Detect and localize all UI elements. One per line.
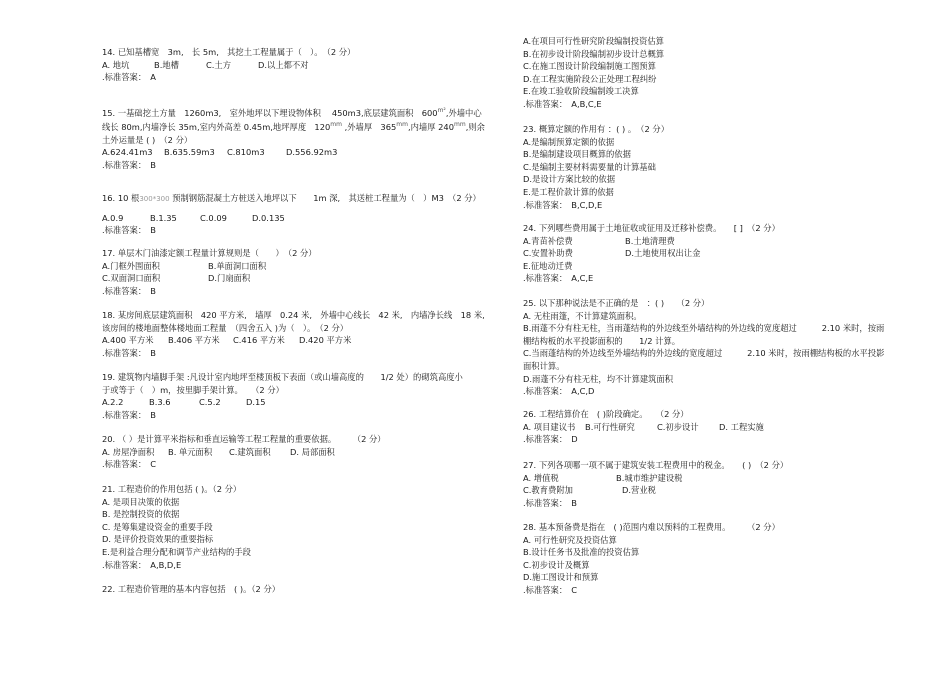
option-c: C.是编制主要材料需要量的计算基础 (523, 161, 656, 172)
answer-line: .标准答案： B (102, 225, 156, 236)
question-stem: 26. 工程结算价在 ( )阶段确定。 （2 分） (523, 409, 689, 419)
stem-text: 线长 80m,内墙净长 35m,室内外高差 0.45m,地坪厚度 120 (102, 122, 331, 133)
option-a: A. 可行性研究及投资估算 (523, 534, 617, 545)
option-e: E.是利益合理分配和调节产业结构的手段 (102, 546, 251, 557)
question-stem: 28. 基本预备费是指在 ( )范围内难以预料的工程费用。 （2 分） (523, 522, 780, 532)
option-c: C.土方 (206, 59, 232, 70)
question-21 (102, 483, 497, 571)
answer-line: .标准答案： B,C,D,E (523, 199, 603, 210)
option-c: C.双面洞口面积 (102, 273, 161, 284)
question-stem-line-2 (102, 119, 497, 133)
option-d: D.土地使用权出让金 (625, 248, 701, 259)
option-c: C.初步设计及概算 (523, 559, 590, 570)
question-20 (102, 433, 497, 471)
question-stem: 21. 工程造价的作用包括 ( )。（2 分） (102, 484, 242, 494)
question-stem-line-2: 该房间的楼地面整体楼地面工程量 （四舍五入 )为（ ）。 （2 分） (102, 322, 349, 333)
stem-text: ,外墙厚 365 (341, 122, 397, 133)
option-b: B. 单元面积 (168, 446, 213, 457)
question-18 (102, 309, 497, 359)
option-a: A.2.2 (102, 397, 124, 408)
unit-superscript: mm (396, 121, 408, 129)
option-c: C.建筑面积 (229, 446, 271, 457)
question-22-continued (523, 35, 921, 111)
answer-line: .标准答案： A,C,D (523, 386, 595, 397)
question-stem: 22. 工程造价管理的基本内容包括 ( )。（2 分） (102, 584, 281, 594)
question-stem: 24. 下列哪些费用属于土地征收或征用及迁移补偿费。 [ ] （2 分） (523, 223, 780, 233)
question-22 (102, 583, 497, 596)
unit-superscript: m² (437, 107, 446, 114)
option-a: A.400 平方米 (102, 335, 154, 346)
option-d: D.在工程实施阶段公正处理工程纠纷 (523, 73, 657, 84)
answer-line: .标准答案： B (102, 409, 156, 420)
options-row-2 (523, 484, 921, 497)
answer-line: .标准答案： A (102, 72, 156, 83)
option-d: D.营业税 (622, 485, 656, 496)
options-row (102, 334, 497, 347)
option-d: D.556.92m3 (286, 147, 338, 158)
answer-line: .标准答案： A,C,E (523, 273, 594, 284)
option-e: E.在竣工验收阶段编制竣工决算 (523, 86, 639, 97)
question-27 (523, 459, 921, 509)
question-stem: 14. 已知基槽宽 3m, 长 5m, 其挖土工程量属于（ ）。 （2 分） (102, 47, 356, 57)
question-stem-line-1: 18. 某房间底层建筑面积 420 平方米, 墙厚 0.24 米, 外墙中心线长 42 米, 内墙净长线 18 米, (102, 310, 485, 320)
option-a: A. 增值税 (523, 472, 559, 483)
question-stem: 23. 概算定额的作用有 ：( ) 。 （2 分） (523, 124, 669, 134)
option-b: B.城市维护建设税 (616, 472, 683, 483)
stem-text: 预制钢筋混凝土方桩送入地坪以下 1m 深, 其送桩工程量为（ ）M3 （2 分） (169, 193, 481, 203)
answer-line: .标准答案： C (523, 584, 578, 595)
option-d: D.420 平方米 (299, 335, 352, 346)
option-c: C. 是筹集建设资金的重要手段 (102, 521, 213, 532)
question-23 (523, 123, 921, 211)
option-d: D.施工图设计和预算 (523, 572, 599, 583)
options-row (102, 212, 497, 225)
option-a: A.是编制预算定额的依据 (523, 136, 615, 147)
option-a: A.在项目可行性研究阶段编制投资估算 (523, 36, 664, 46)
options-row-2 (523, 247, 921, 260)
answer-line: .标准答案： A,B,D,E (102, 559, 182, 570)
option-a: A.门框外围面积 (102, 260, 160, 271)
question-24 (523, 222, 921, 285)
option-a: A. 无柱雨篷，不计算建筑面积。 (523, 310, 642, 321)
question-17 (102, 247, 497, 297)
option-b: B.可行性研究 (585, 421, 635, 432)
options-row-1 (102, 260, 497, 273)
stem-text: 15. 一基础挖土方量 1260m3, 室外地坪以下埋设物体积 450m3,底层建筑面积 600 (102, 107, 438, 118)
option-c: C.416 平方米 (233, 335, 285, 346)
question-stem-line-2: 于或等于（ ）m，按里脚手架计算。 （2 分） (102, 384, 284, 395)
question-25 (523, 297, 921, 398)
question-stem: 27. 下列各项哪一项不属于建筑安装工程费用中的税金。 ( ) （2 分） (523, 460, 789, 470)
options-row (102, 59, 497, 72)
options-row (102, 146, 497, 159)
option-d: D. 是评价投资效果的重要指标 (102, 534, 214, 545)
question-stem-line-1: 19. 建筑物内墙脚手架 :凡设计室内地坪至楼顶板下表面（或山墙高度的 1/2 处）的砌筑高度小 (102, 372, 463, 382)
option-b: B.土地清理费 (625, 235, 675, 246)
option-a: A.青苗补偿费 (523, 235, 573, 246)
options-row-1 (523, 235, 921, 248)
question-stem (102, 192, 497, 206)
option-c: C.在施工图设计阶段编制施工图预算 (523, 61, 656, 72)
answer-line: .标准答案： B (523, 497, 577, 508)
option-b-cont: 棚结构板的水平投影面积的 1/2 计算。 (523, 335, 681, 346)
option-a: A.624.41m3 (102, 147, 153, 158)
stem-text: ,外墙中心 (445, 107, 482, 118)
option-b: B.635.59m3 (164, 147, 215, 158)
option-b: B.406 平方米 (168, 335, 220, 346)
option-a: A. 地坑 (102, 59, 130, 70)
option-d: D. 工程实施 (719, 421, 764, 432)
options-row-2 (102, 272, 497, 285)
option-d: D.0.135 (252, 212, 285, 223)
option-c: C.5.2 (199, 397, 221, 408)
option-c: C.初步设计 (657, 421, 699, 432)
option-b: B.是编制建设项目概算的依据 (523, 149, 631, 160)
question-15 (102, 105, 497, 172)
stem-text: ,则余 (465, 122, 485, 133)
question-stem: 25. 以下那种说法是不正确的是 ：( ) （2 分） (523, 298, 710, 308)
answer-line: .标准答案： B (102, 347, 156, 358)
option-d: D.雨蓬不分有柱无柱，均不计算建筑面积 (523, 373, 674, 384)
option-e: E.是工程价款计算的依据 (523, 186, 614, 197)
answer-line: .标准答案： B (102, 159, 156, 170)
option-c: C.教育费附加 (523, 485, 573, 496)
answer-line: .标准答案： A,B,C,E (523, 98, 602, 109)
option-a: A. 房屋净面积 (102, 446, 155, 457)
option-c: C.当雨蓬结构的外边线至外墙结构的外边线的宽度超过 2.10 米时，按雨棚结构板的水平投影 (523, 348, 885, 359)
option-d: D.15 (246, 397, 266, 408)
option-a: A.0.9 (102, 212, 124, 223)
unit-superscript: mm (330, 121, 342, 129)
options-row (102, 446, 497, 459)
stem-text: ,内墙厚 240 (407, 122, 454, 133)
faint-dimension: 300*300 (139, 195, 170, 203)
option-b: B.设计任务书及批准的投资估算 (523, 547, 640, 558)
options-row (102, 396, 497, 409)
unit-superscript: mm (453, 121, 466, 129)
option-d: D.以上都不对 (258, 59, 309, 70)
stem-text: 16. 10 根 (102, 193, 140, 203)
question-stem-line-3: 土外运量是 ( ) （2 分） (102, 134, 193, 145)
option-c: C.0.09 (200, 212, 227, 223)
option-d: D.门扇面积 (208, 273, 251, 284)
option-b: B.雨蓬不分有柱无柱，当雨蓬结构的外边线至外墙结构的外边线的宽度超过 2.10 米时，按雨 (523, 323, 885, 334)
option-a: A. 项目建议书 (523, 421, 576, 432)
option-b: B.地槽 (154, 59, 179, 70)
option-b: B.单面洞口面积 (208, 260, 267, 271)
option-a: A. 是项目决策的依据 (102, 496, 180, 507)
question-26 (523, 408, 921, 446)
option-c: C.810m3 (227, 147, 265, 158)
answer-line: .标准答案： C (102, 459, 157, 470)
option-b: B.在初步设计阶段编制初步设计总概算 (523, 48, 665, 59)
option-b: B.3.6 (149, 397, 171, 408)
option-d: D.是设计方案比较的依据 (523, 174, 615, 185)
option-e: E.征地动迁费 (523, 260, 573, 271)
options-row-1 (523, 472, 921, 485)
question-16 (102, 192, 497, 237)
question-stem: 17. 单层木门油漆定额工程量计算规则是（ ） （2 分） (102, 248, 317, 258)
question-stem-line-1 (102, 105, 497, 119)
options-row (523, 421, 921, 434)
question-28 (523, 521, 921, 597)
question-stem: 20. （ ）是计算平米指标和垂直运输等工程工程量的重要依据。 （2 分） (102, 434, 386, 444)
option-d: D. 局部面积 (290, 446, 335, 457)
option-c-cont: 面积计算。 (523, 360, 565, 371)
answer-line: .标准答案： B (102, 285, 156, 296)
question-14 (102, 46, 497, 84)
question-19 (102, 371, 497, 421)
answer-line: .标准答案： D (523, 434, 578, 445)
option-b: B.1.35 (150, 212, 177, 223)
option-b: B. 是控制投资的依据 (102, 509, 180, 520)
option-c: C.安置补助费 (523, 248, 573, 259)
